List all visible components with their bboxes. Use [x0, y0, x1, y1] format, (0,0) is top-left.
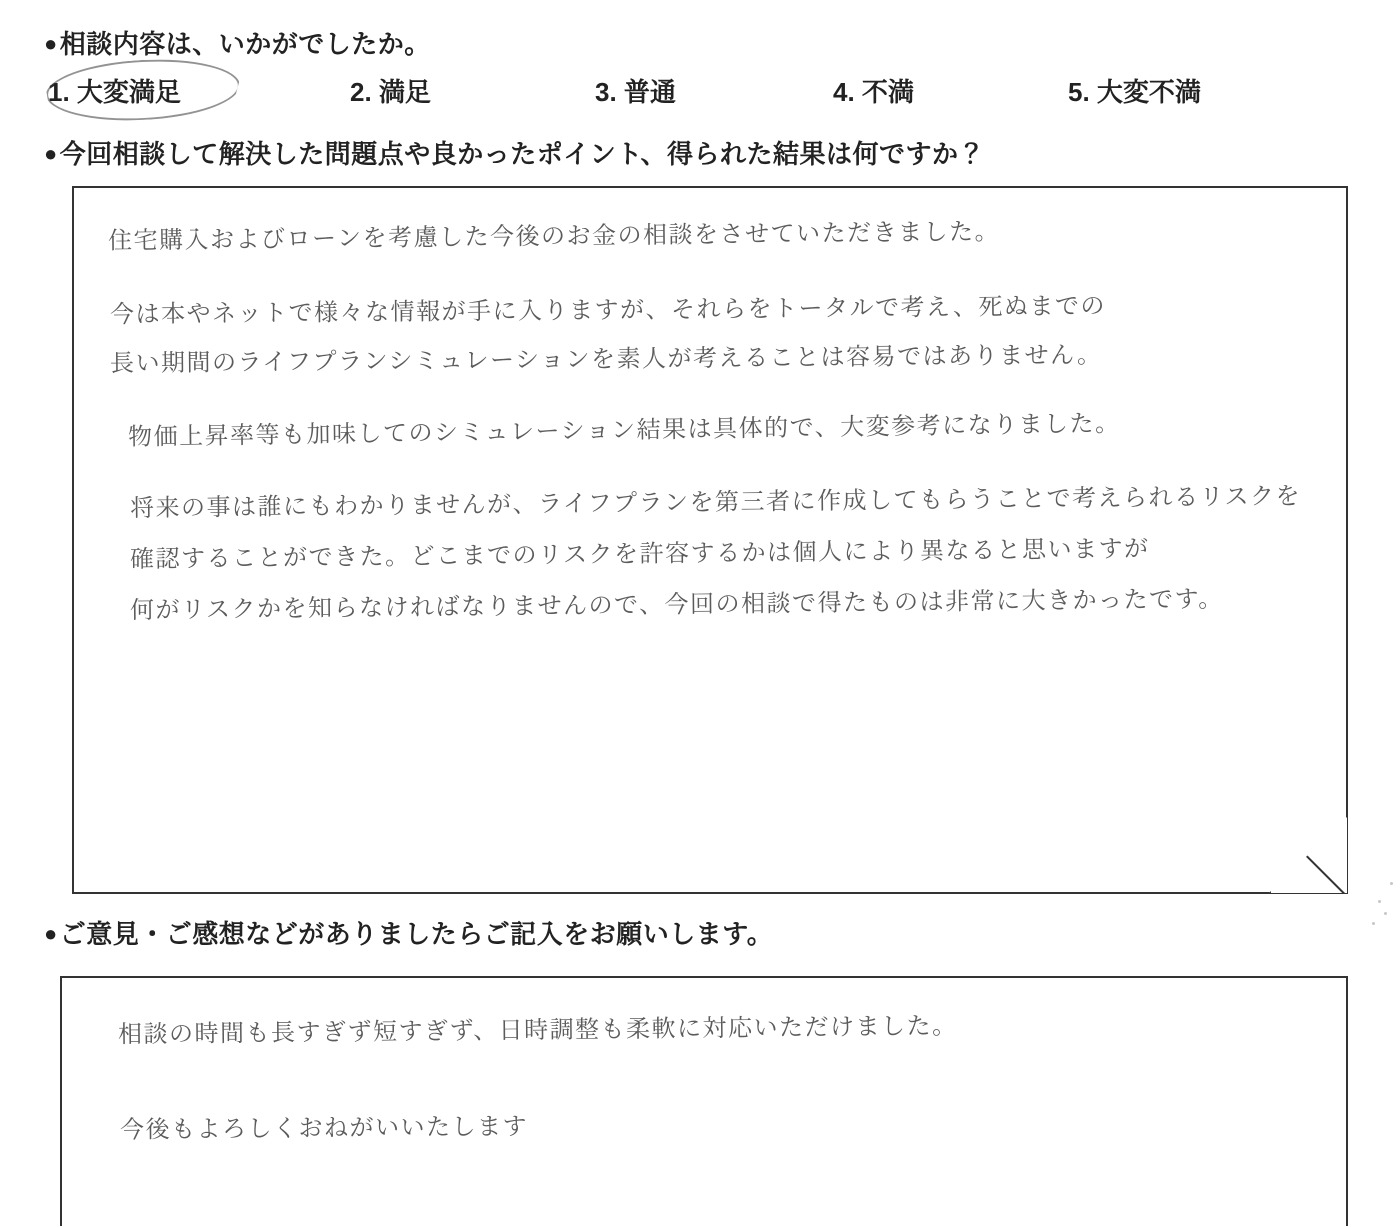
scale-option-4-label: 不満 [861, 77, 914, 107]
scale-option-5-label: 大変不満 [1096, 77, 1201, 107]
handwritten-line: 今は本やネットで様々な情報が手に入りますが、それらをトータルで考え、死ぬまでの [109, 291, 1107, 329]
handwritten-line: 物価上昇率等も加味してのシミュレーション結果は具体的で、大変参考になりました。 [127, 409, 1121, 451]
question-3-heading [44, 914, 773, 951]
scale-option-2[interactable] [350, 72, 431, 109]
handwritten-line: 確認することができた。どこまでのリスクを許容するかは個人により異なると思いますが [129, 534, 1150, 574]
scale-option-3-number: 3. [595, 77, 617, 107]
handwritten-answer-paragraph [120, 1108, 528, 1143]
question-1-heading [44, 24, 431, 61]
scale-option-2-number: 2. [350, 77, 372, 107]
question-2-heading [44, 134, 985, 171]
scale-option-3-label: 普通 [623, 77, 676, 107]
scale-option-3[interactable] [595, 72, 676, 109]
handwritten-answer-paragraph [127, 409, 1121, 451]
scan-speck [1372, 922, 1375, 925]
scale-option-4[interactable] [833, 72, 914, 109]
scale-option-1-number: 1. [48, 77, 70, 107]
handwritten-answer-paragraph [107, 216, 1001, 255]
scale-option-5-number: 5. [1068, 77, 1090, 107]
scale-option-1-label: 大変満足 [76, 77, 181, 107]
handwritten-line: 今後もよろしくおねがいいたします [119, 1112, 529, 1144]
scale-option-2-label: 満足 [378, 77, 431, 107]
handwritten-line: 住宅購入およびローンを考慮した今後のお金の相談をさせていただきました。 [107, 217, 1001, 255]
bullet-icon: ● [44, 141, 58, 166]
scan-speck [1384, 912, 1387, 915]
scan-speck [1378, 900, 1381, 903]
scale-option-4-number: 4. [833, 77, 855, 107]
handwritten-circle-mark-icon [45, 55, 242, 125]
scale-option-5[interactable] [1068, 72, 1201, 109]
handwritten-line: 相談の時間も長すぎず短すぎず、日時調整も柔軟に対応いただけました。 [117, 1011, 958, 1049]
handwritten-line: 将来の事は誰にもわかりませんが、ライフプランを第三者に作成してもらうことで考えられるリスクを [129, 481, 1302, 523]
handwritten-answer-paragraph [117, 1010, 958, 1049]
handwritten-line: 何がリスクかを知らなければなりませんので、今回の相談で得たものは非常に大きかったです。 [129, 584, 1224, 625]
question-3-text: ご意見・ご感想などがありましたらご記入をお願いします。 [59, 919, 774, 949]
bullet-icon: ● [44, 921, 58, 946]
scan-speck [1390, 882, 1393, 885]
question-2-text: 今回相談して解決した問題点や良かったポイント、得られた結果は何ですか？ [59, 139, 985, 169]
handwritten-line: 長い期間のライフプランシミュレーションを素人が考えることは容易ではありません。 [109, 340, 1103, 378]
question-1-text: 相談内容は、いかがでしたか。 [59, 29, 431, 59]
bullet-icon: ● [44, 31, 58, 56]
handwritten-answer-paragraph [129, 481, 1302, 625]
handwritten-answer-paragraph [109, 290, 1107, 378]
page-fold-corner-icon [1269, 817, 1347, 893]
